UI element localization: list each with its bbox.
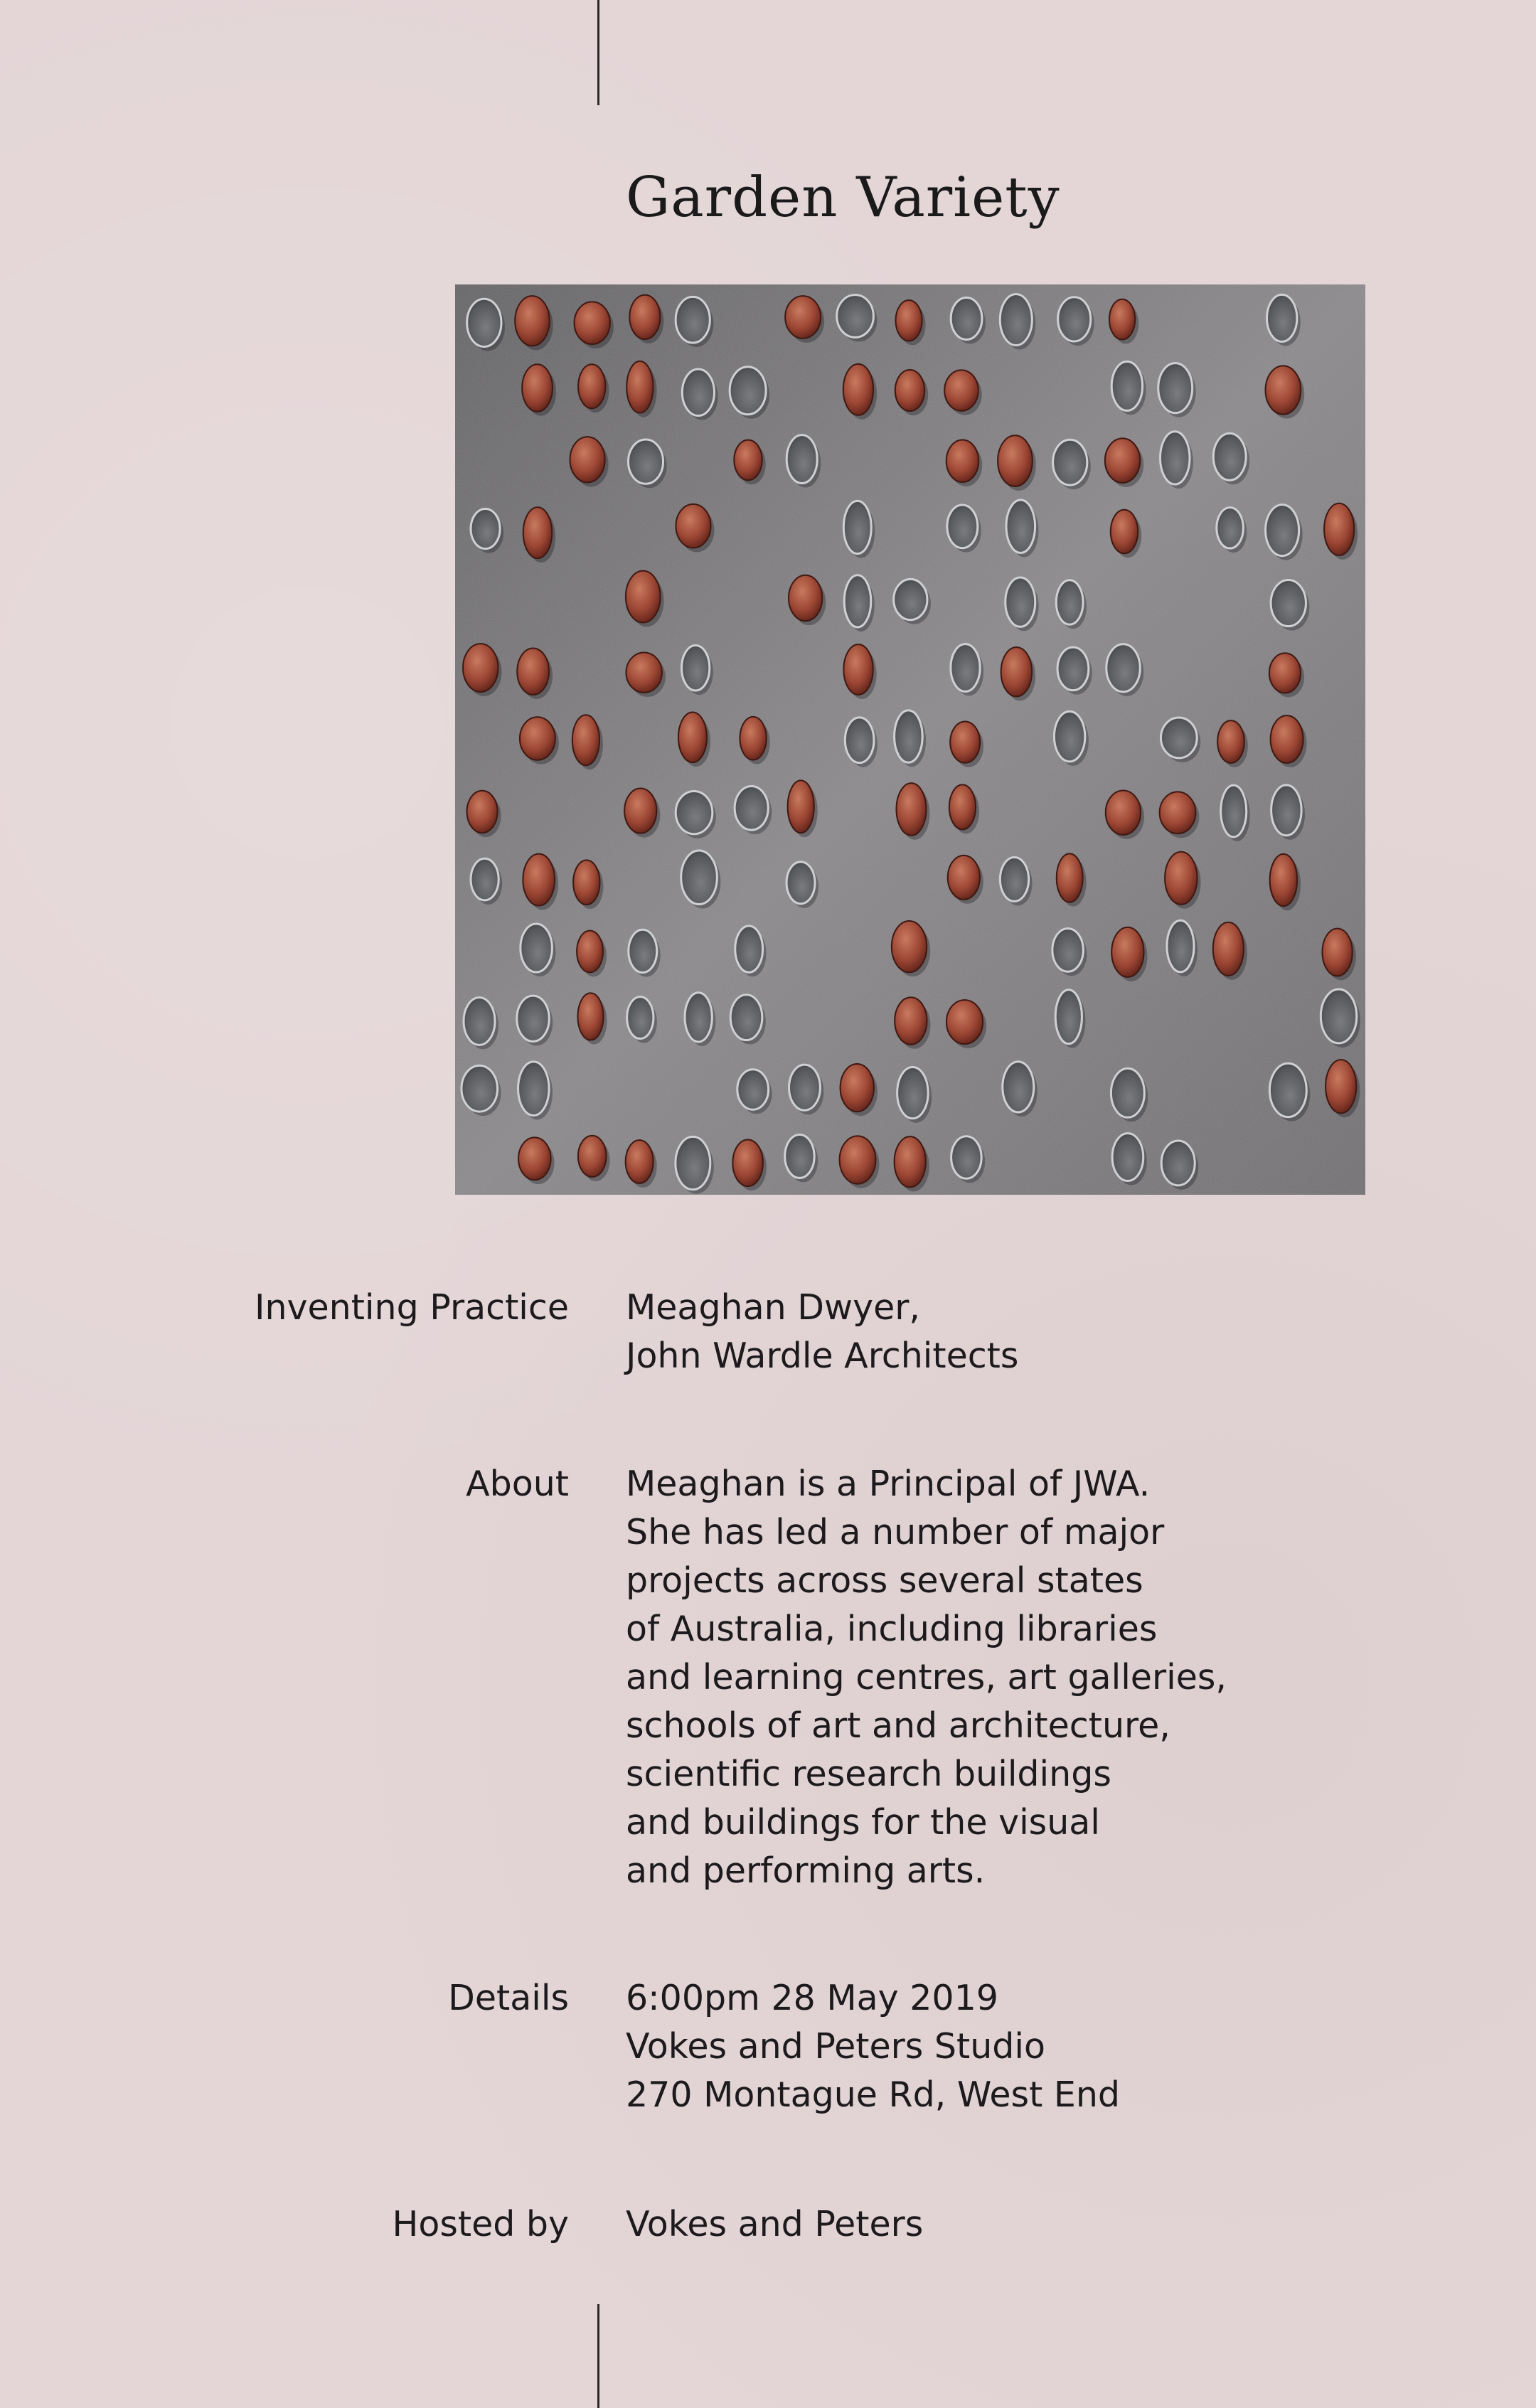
terracotta-oval — [1270, 854, 1297, 906]
cavity-oval — [786, 435, 817, 484]
cavity-oval — [676, 1136, 710, 1189]
terracotta-oval — [518, 1137, 551, 1180]
terracotta-oval — [573, 861, 599, 905]
cavity-oval — [628, 439, 663, 484]
terracotta-oval — [1217, 720, 1244, 763]
terracotta-oval — [1057, 853, 1083, 902]
cavity-oval — [1269, 1063, 1306, 1117]
terracotta-oval — [678, 713, 707, 763]
terracotta-oval — [1105, 438, 1140, 482]
terracotta-oval — [946, 1000, 983, 1044]
cavity-oval — [1006, 500, 1035, 553]
terracotta-oval — [843, 644, 873, 695]
cavity-oval — [951, 1136, 982, 1178]
terracotta-oval — [626, 571, 661, 623]
terracotta-oval — [1269, 653, 1301, 693]
bottom-divider-line — [597, 2304, 599, 2408]
terracotta-oval — [895, 300, 922, 341]
cavity-oval — [737, 1070, 769, 1110]
terracotta-oval — [1111, 927, 1143, 977]
cavity-oval — [676, 297, 710, 343]
cavity-oval — [895, 710, 923, 762]
cavity-oval — [685, 993, 712, 1042]
cavity-oval — [681, 646, 709, 691]
cavity-oval — [467, 299, 501, 346]
cavity-oval — [1213, 433, 1246, 480]
terracotta-oval — [629, 295, 660, 339]
terracotta-oval — [840, 1136, 876, 1183]
cavity-oval — [1271, 580, 1306, 626]
terracotta-oval — [515, 296, 549, 346]
terracotta-oval — [1106, 791, 1141, 835]
cavity-oval — [845, 718, 874, 763]
top-divider-line — [597, 0, 599, 105]
terracotta-oval — [1324, 504, 1354, 555]
terracotta-oval — [1001, 647, 1032, 696]
terracotta-oval — [732, 1140, 763, 1187]
details-label: Details — [448, 1978, 569, 2018]
cavity-oval — [1000, 294, 1032, 346]
cavity-oval — [1054, 711, 1084, 761]
cavity-oval — [894, 579, 927, 619]
cavity-oval — [951, 297, 982, 339]
terracotta-oval — [734, 440, 762, 481]
cavity-oval — [627, 997, 654, 1039]
cavity-oval — [735, 926, 763, 972]
cavity-oval — [681, 851, 718, 905]
cavity-oval — [462, 1065, 498, 1112]
terracotta-oval — [948, 856, 980, 900]
cavity-oval — [518, 1062, 549, 1116]
terracotta-oval — [523, 507, 552, 558]
cavity-oval — [1267, 294, 1297, 341]
terracotta-oval — [1266, 366, 1301, 414]
cavity-oval — [521, 924, 553, 972]
terracotta-oval — [626, 653, 661, 693]
cavity-oval — [837, 295, 874, 338]
cavity-oval — [785, 1134, 814, 1178]
hosted-by-label: Hosted by — [392, 2204, 569, 2244]
cavity-oval — [1111, 1068, 1144, 1117]
cavity-oval — [1003, 1062, 1034, 1112]
terracotta-oval — [789, 575, 822, 621]
cavity-oval — [789, 1065, 821, 1110]
terracotta-oval — [626, 1140, 654, 1183]
cavity-oval — [1057, 647, 1089, 690]
terracotta-oval — [1111, 510, 1138, 553]
terracotta-oval — [463, 644, 498, 692]
terracotta-oval — [1271, 715, 1303, 763]
cavity-oval — [1158, 363, 1193, 413]
cavity-oval — [730, 367, 766, 415]
cavity-oval — [947, 505, 978, 548]
terracotta-oval — [517, 648, 549, 694]
terracotta-oval — [1213, 922, 1244, 976]
cavity-oval — [682, 369, 714, 416]
cavity-oval — [1106, 644, 1140, 692]
terracotta-oval — [946, 440, 978, 482]
cavity-oval — [1112, 1134, 1143, 1181]
cavity-oval — [1052, 929, 1083, 972]
terracotta-oval — [896, 783, 926, 836]
cavity-oval — [1167, 920, 1194, 972]
cavity-oval — [843, 501, 871, 553]
terracotta-oval — [575, 302, 610, 344]
cavity-oval — [1053, 439, 1087, 485]
terracotta-oval — [895, 997, 927, 1044]
terracotta-oval — [577, 993, 603, 1040]
terracotta-oval — [520, 717, 555, 760]
cavity-oval — [1000, 857, 1028, 901]
event-title: Garden Variety — [626, 166, 1060, 230]
artwork-image — [455, 284, 1365, 1195]
terracotta-oval — [577, 931, 603, 973]
terracotta-oval — [1165, 852, 1197, 905]
terracotta-oval — [578, 364, 605, 408]
terracotta-oval — [843, 364, 873, 415]
terracotta-oval — [841, 1064, 874, 1112]
terracotta-oval — [572, 715, 599, 765]
cavity-oval — [1266, 505, 1299, 556]
terracotta-oval — [998, 435, 1033, 486]
cavity-oval — [844, 575, 871, 627]
cavity-oval — [629, 929, 657, 972]
cavity-oval — [730, 995, 762, 1040]
cavity-oval — [464, 998, 495, 1045]
inventing-practice-value: Meaghan Dwyer, John Wardle Architects — [626, 1287, 1019, 1376]
terracotta-oval — [895, 1136, 926, 1187]
terracotta-oval — [1322, 929, 1352, 976]
cavity-oval — [1217, 508, 1244, 548]
cavity-oval — [786, 862, 815, 904]
terracotta-oval — [578, 1136, 607, 1177]
terracotta-oval — [624, 788, 656, 833]
cavity-oval — [897, 1067, 929, 1118]
details-value: 6:00pm 28 May 2019 Vokes and Peters Studio 270 Montague Rd, West End — [626, 1978, 1120, 2115]
cavity-oval — [1161, 432, 1190, 484]
inventing-practice-label: Inventing Practice — [255, 1287, 569, 1328]
cavity-oval — [1111, 361, 1142, 410]
terracotta-oval — [570, 437, 604, 482]
cavity-oval — [1271, 785, 1301, 836]
terracotta-oval — [467, 791, 498, 833]
cavity-oval — [1058, 297, 1091, 341]
terracotta-oval — [522, 364, 553, 412]
terracotta-oval — [740, 717, 766, 760]
cavity-oval — [1161, 1141, 1195, 1186]
terracotta-oval — [1109, 299, 1135, 340]
cavity-oval — [1055, 990, 1082, 1044]
cavity-oval — [471, 508, 500, 548]
cavity-oval — [735, 787, 768, 830]
terracotta-oval — [523, 854, 555, 906]
terracotta-oval — [785, 296, 821, 339]
terracotta-oval — [676, 504, 710, 548]
terracotta-oval — [949, 784, 976, 829]
terracotta-oval — [1326, 1060, 1356, 1113]
terracotta-oval — [788, 780, 814, 833]
cavity-oval — [1161, 718, 1197, 758]
cavity-oval — [1006, 577, 1035, 627]
about-value: Meaghan is a Principal of JWA. She has led a number of major projects across several states of Australia, including libraries and learning centres, art galleries, schools of art and architecture, scientific research buildings and buildings for the visual and performing arts. — [626, 1464, 1227, 1891]
cavity-oval — [517, 996, 549, 1041]
cavity-oval — [471, 858, 498, 900]
terracotta-oval — [892, 921, 927, 972]
terracotta-oval — [626, 361, 653, 413]
terracotta-oval — [950, 721, 980, 762]
cavity-oval — [1221, 785, 1247, 837]
terracotta-oval — [944, 370, 978, 410]
hosted-by-value: Vokes and Peters — [626, 2204, 924, 2244]
cavity-oval — [1321, 989, 1356, 1043]
cavity-oval — [951, 644, 980, 692]
terracotta-oval — [1160, 792, 1196, 833]
cavity-oval — [676, 792, 713, 834]
about-label: About — [466, 1464, 569, 1504]
cavity-oval — [1056, 580, 1083, 624]
terracotta-oval — [895, 370, 924, 411]
